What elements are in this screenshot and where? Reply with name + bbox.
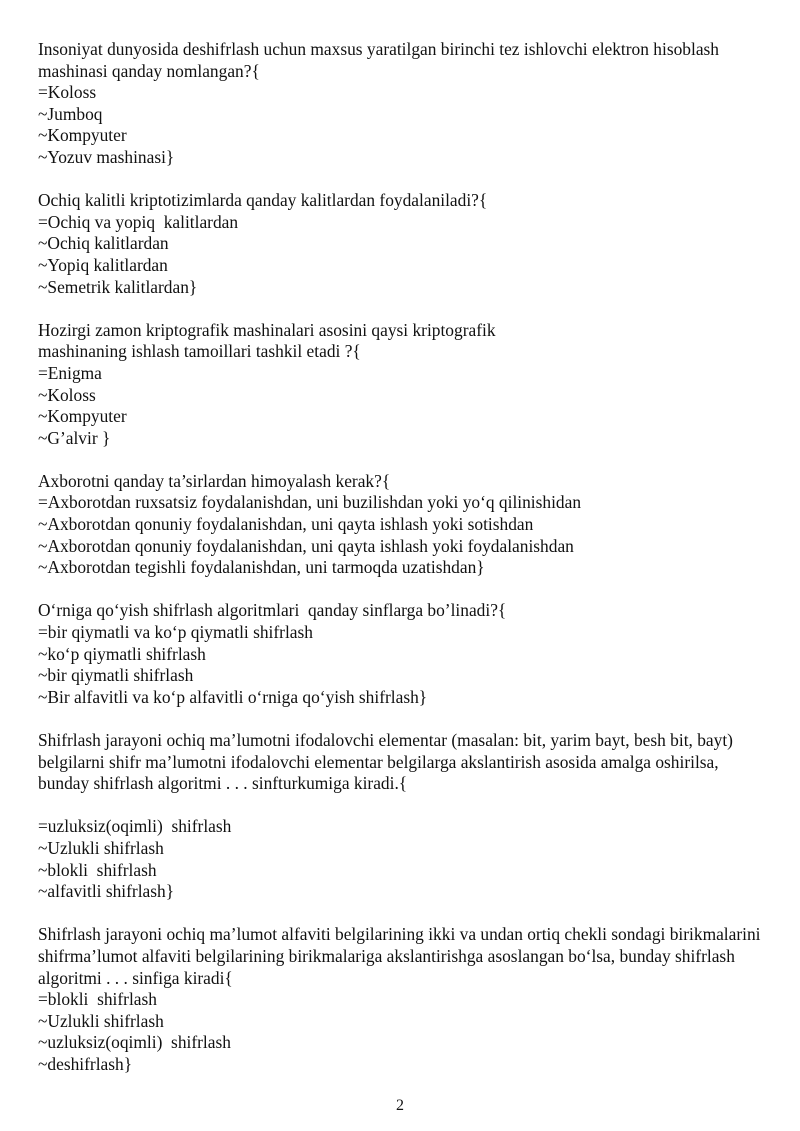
answer-option: ~Kompyuter: [38, 125, 127, 146]
answer-option: =Axborotdan ruxsatsiz foydalanishdan, uni buzilishdan yoki yo‘q qilinishidan: [38, 492, 582, 513]
question-block-3: [38, 320, 768, 450]
answer-option: =uzluksiz(oqimli) shifrlash: [38, 816, 232, 837]
answer-option: ~Jumboq: [38, 103, 103, 124]
answer-option: ~blokli shifrlash: [38, 859, 157, 880]
question-block-2: [38, 190, 768, 298]
question-text: O‘rniga qo‘yish shifrlash algoritmlari qanday sinflarga bo’linadi?{: [38, 600, 507, 621]
answer-option: =bir qiymatli va ko‘p qiymatli shifrlash: [38, 622, 313, 643]
question-block-1: [38, 39, 768, 169]
answer-option: ~deshifrlash}: [38, 1053, 133, 1074]
question-text: Axborotni qanday ta’sirlardan himoyalash kerak?{: [38, 470, 391, 491]
answer-option: ~Axborotdan qonuniy foydalanishdan, uni qayta ishlash yoki foydalanishdan: [38, 535, 574, 556]
document-page: [38, 39, 768, 1097]
answer-option: =Enigma: [38, 362, 102, 383]
question-block-7: [38, 924, 768, 1075]
question-text: Shifrlash jarayoni ochiq ma’lumot alfaviti belgilarining ikki va undan ortiq chekli sondagi birikmalarini shifrma’lumot alfaviti belgilarining birikmalariga akslantirishga asoslangan bo‘lsa, bunday shifrlash algoritmi . . . sinfiga kiradi{: [38, 924, 765, 988]
question-text: Hozirgi zamon kriptografik mashinalari asosini qaysi kriptografik mashinaning ishlash tamoillari tashkil etadi ?{: [38, 319, 500, 362]
answer-option: ~alfavitli shifrlash}: [38, 881, 175, 902]
answer-option: ~bir qiymatli shifrlash: [38, 665, 194, 686]
answer-option: =Ochiq va yopiq kalitlardan: [38, 211, 239, 232]
answer-option: ~G’alvir }: [38, 427, 111, 448]
answer-option: ~Semetrik kalitlardan}: [38, 276, 198, 297]
answer-option: ~Kompyuter: [38, 406, 127, 427]
question-text: Ochiq kalitli kriptotizimlarda qanday kalitlardan foydalaniladi?{: [38, 190, 488, 211]
answer-option: =Koloss: [38, 82, 97, 103]
answer-option: =blokli shifrlash: [38, 989, 157, 1010]
blank-line: [38, 795, 768, 817]
answer-option: ~Uzlukli shifrlash: [38, 1010, 164, 1031]
question-text: Shifrlash jarayoni ochiq ma’lumotni ifodalovchi elementar (masalan: bit, yarim bayt, besh bit, bayt) belgilarni shifr ma’lumotni ifodalovchi elementar belgilarga akslantirish asosida amalga oshirilsa, bunday shifrlash algoritmi . . . sinfturkumiga kiradi.{: [38, 730, 738, 794]
answer-option: ~Yopiq kalitlardan: [38, 254, 168, 275]
question-text: Insoniyat dunyosida deshifrlash uchun maxsus yaratilgan birinchi tez ishlovchi elektron hisoblash mashinasi qanday nomlangan?{: [38, 39, 724, 81]
question-block-6: [38, 730, 768, 903]
answer-option: ~Uzlukli shifrlash: [38, 837, 164, 858]
page-number: 2: [396, 1097, 404, 1114]
answer-option: ~Axborotdan qonuniy foydalanishdan, uni qayta ishlash yoki sotishdan: [38, 514, 534, 535]
question-block-5: [38, 600, 768, 708]
answer-option: ~Axborotdan tegishli foydalanishdan, uni tarmoqda uzatishdan}: [38, 557, 485, 578]
answer-option: ~Yozuv mashinasi}: [38, 146, 175, 167]
answer-option: ~ko‘p qiymatli shifrlash: [38, 643, 206, 664]
question-block-4: [38, 471, 768, 579]
answer-option: ~Ochiq kalitlardan: [38, 233, 169, 254]
answer-option: ~uzluksiz(oqimli) shifrlash: [38, 1032, 231, 1053]
answer-option: ~Bir alfavitli va ko‘p alfavitli o‘rniga qo‘yish shifrlash}: [38, 686, 428, 707]
answer-option: ~Koloss: [38, 384, 96, 405]
